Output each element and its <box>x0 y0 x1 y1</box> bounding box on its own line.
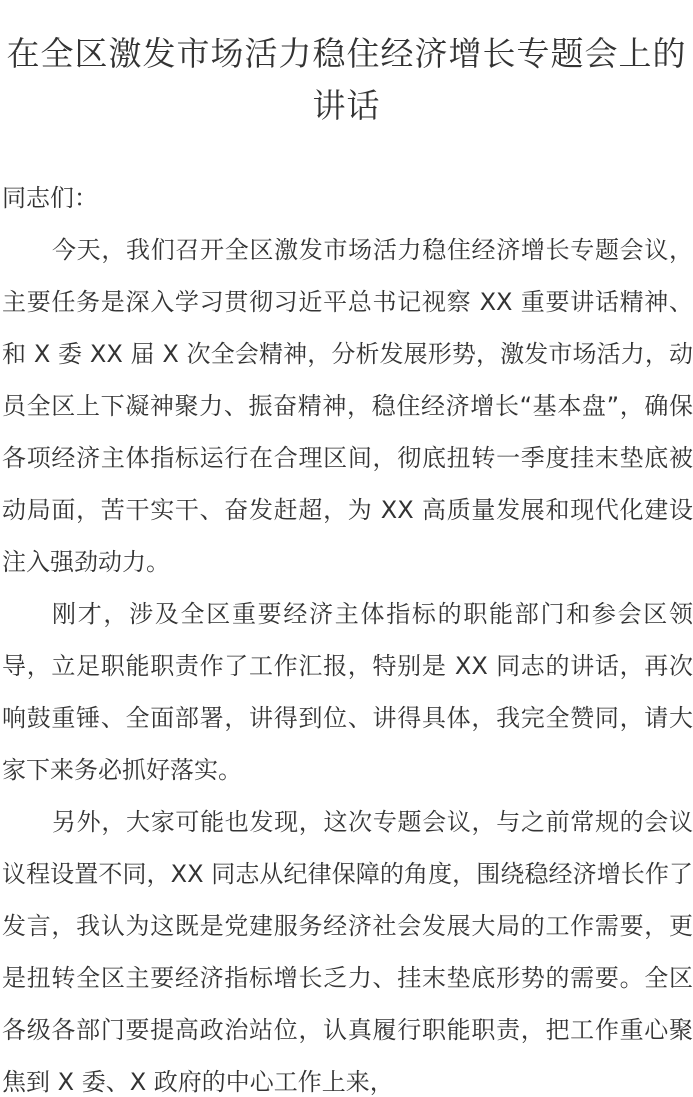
paragraph-1: 今天，我们召开全区激发市场活力稳住经济增长专题会议，主要任务是深入学习贯彻习近平总书记视察 XX 重要讲话精神、和 X 委 XX 届 X 次全会精神，分析发展形势，激发市场活力，动员全区上下凝神聚力、振奋精神，稳住经济增长“基本盘”，确保各项经济主体指标运行在合理区间，彻底扭转一季度挂末垫底被动局面，苦干实干、奋发赶超，为 XX 高质量发展和现代化建设注入强劲动力。 <box>2 236 693 576</box>
salutation: 同志们： <box>2 184 98 212</box>
document-title: 在全区激发市场活力稳住经济增长专题会上的讲话 <box>6 34 687 125</box>
paragraph-3: 另外，大家可能也发现，这次专题会议，与之前常规的会议议程设置不同，XX 同志从纪律保障的角度，围绕稳经济增长作了发言，我认为这既是党建服务经济社会发展大局的工作需要，更是扭转全区主要经济指标增长乏力、挂末垫底形势的需要。全区各级各部门要提高政治站位，认真履行职能职责，把工作重心聚焦到 X 委、X 政府的中心工作上来， <box>2 808 693 1096</box>
paragraph-2: 刚才，涉及全区重要经济主体指标的职能部门和参会区领导，立足职能职责作了工作汇报，特别是 XX 同志的讲话，再次响鼓重锤、全面部署，讲得到位、讲得具体，我完全赞同，请大家下来务必抓好落实。 <box>2 600 693 784</box>
